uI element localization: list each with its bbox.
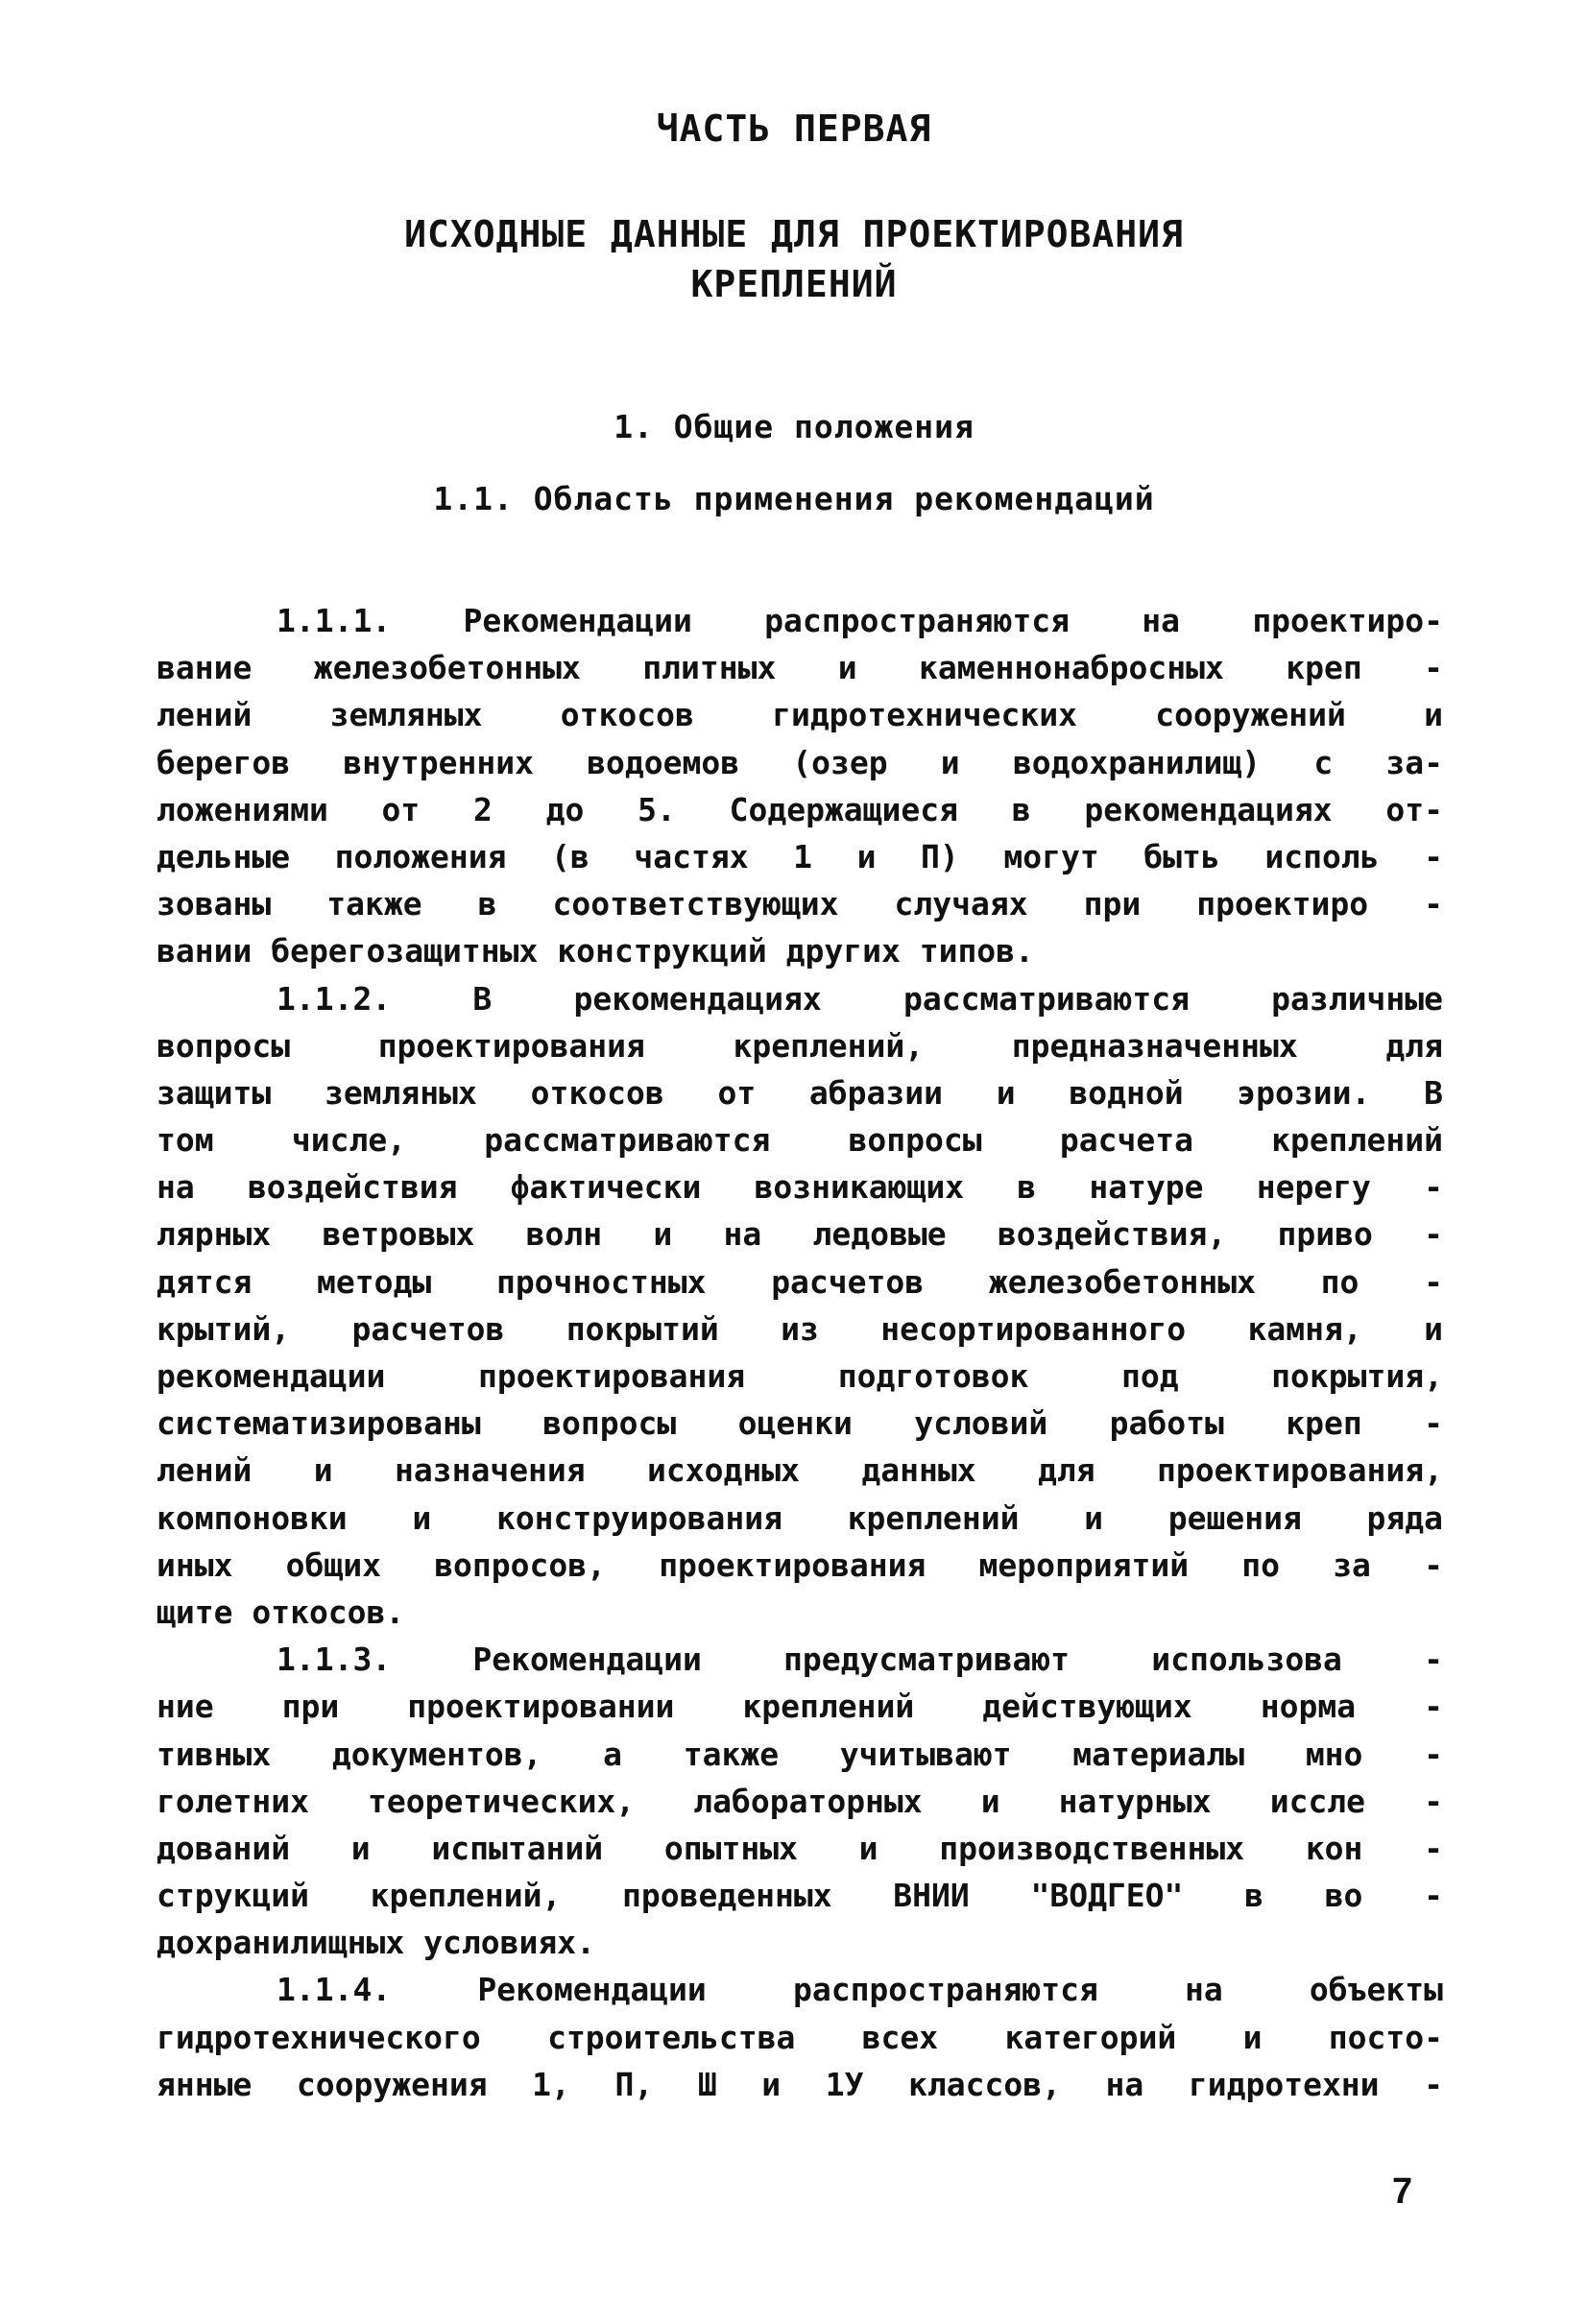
- text-line: систематизированы вопросы оценки условий работы креп -: [156, 1404, 1443, 1443]
- page-number: 7: [1392, 2171, 1413, 2212]
- text-line: компоновки и конструирования креплений и решения ряда: [156, 1498, 1443, 1537]
- text-line: 1.1.2. В рекомендациях рассматриваются различные: [277, 979, 1443, 1018]
- text-line: тивных документов, а также учитывают материалы мно -: [156, 1735, 1443, 1773]
- text-line: вопросы проектирования креплений, предназначенных для: [156, 1026, 1443, 1065]
- text-line: дельные положения (в частях 1 и П) могут быть исполь -: [156, 837, 1443, 875]
- text-line: струкций креплений, проведенных ВНИИ "ВОДГЕО" в во -: [156, 1877, 1443, 1915]
- text-line: защиты земляных откосов от абразии и водной эрозии. В: [156, 1073, 1443, 1112]
- text-line: ние при проектировании креплений действующих норма -: [156, 1688, 1443, 1726]
- text-line: 1.1.1. Рекомендации распространяются на проектиро-: [277, 602, 1443, 639]
- main-title-line-1: ИСХОДНЫЕ ДАННЫЕ ДЛЯ ПРОЕКТИРОВАНИЯ: [404, 213, 1184, 255]
- text-line: рекомендации проектирования подготовок под покрытия,: [156, 1357, 1443, 1395]
- text-line: дований и испытаний опытных и производственных кон -: [156, 1829, 1443, 1867]
- body-text: [156, 597, 1443, 2108]
- main-title-line-2: КРЕПЛЕНИЙ: [690, 263, 898, 305]
- text-line: ложениями от 2 до 5. Содержащиеся в рекомендациях от-: [156, 790, 1443, 828]
- text-line: вании берегозащитных конструкций других типов.: [156, 932, 1034, 970]
- text-line: зованы также в соответствующих случаях при проектиро -: [156, 885, 1443, 923]
- text-line: голетних теоретических, лабораторных и натурных иссле -: [156, 1782, 1443, 1820]
- text-line: 1.1.3. Рекомендации предусматривают использова -: [277, 1641, 1443, 1679]
- text-line: дохранилищных условиях.: [156, 1924, 595, 1962]
- text-line: лярных ветровых волн и на ледовые воздействия, приво -: [156, 1215, 1443, 1254]
- text-line: лений земляных откосов гидротехнических сооружений и: [156, 696, 1443, 734]
- text-line: гидротехнического строительства всех категорий и посто-: [156, 2018, 1443, 2056]
- text-line: вание железобетонных плитных и каменнонабросных креп -: [156, 649, 1443, 687]
- text-line: крытий, расчетов покрытий из несортированного камня, и: [156, 1309, 1443, 1348]
- text-line: на воздействия фактически возникающих в натуре нерегу -: [156, 1168, 1443, 1207]
- main-title: [0, 209, 1588, 309]
- section-title: 1. Общие положения: [614, 408, 974, 445]
- text-line: берегов внутренних водоемов (озер и водохранилищ) с за-: [156, 743, 1443, 781]
- text-line: щите откосов.: [156, 1593, 405, 1631]
- text-line: дятся методы прочностных расчетов железобетонных по -: [156, 1262, 1443, 1301]
- text-line: иных общих вопросов, проектирования мероприятий по за -: [156, 1545, 1443, 1584]
- part-title: ЧАСТЬ ПЕРВАЯ: [656, 108, 932, 150]
- text-line: лений и назначения исходных данных для проектирования,: [156, 1451, 1443, 1490]
- text-line: янные сооружения 1, П, Ш и 1У классов, на гидротехни -: [156, 2065, 1443, 2103]
- text-line: 1.1.4. Рекомендации распространяются на объекты: [277, 1971, 1443, 2009]
- text-line: том числе, рассматриваются вопросы расчета креплений: [156, 1121, 1443, 1160]
- subsection-title: 1.1. Область применения рекомендаций: [433, 480, 1155, 517]
